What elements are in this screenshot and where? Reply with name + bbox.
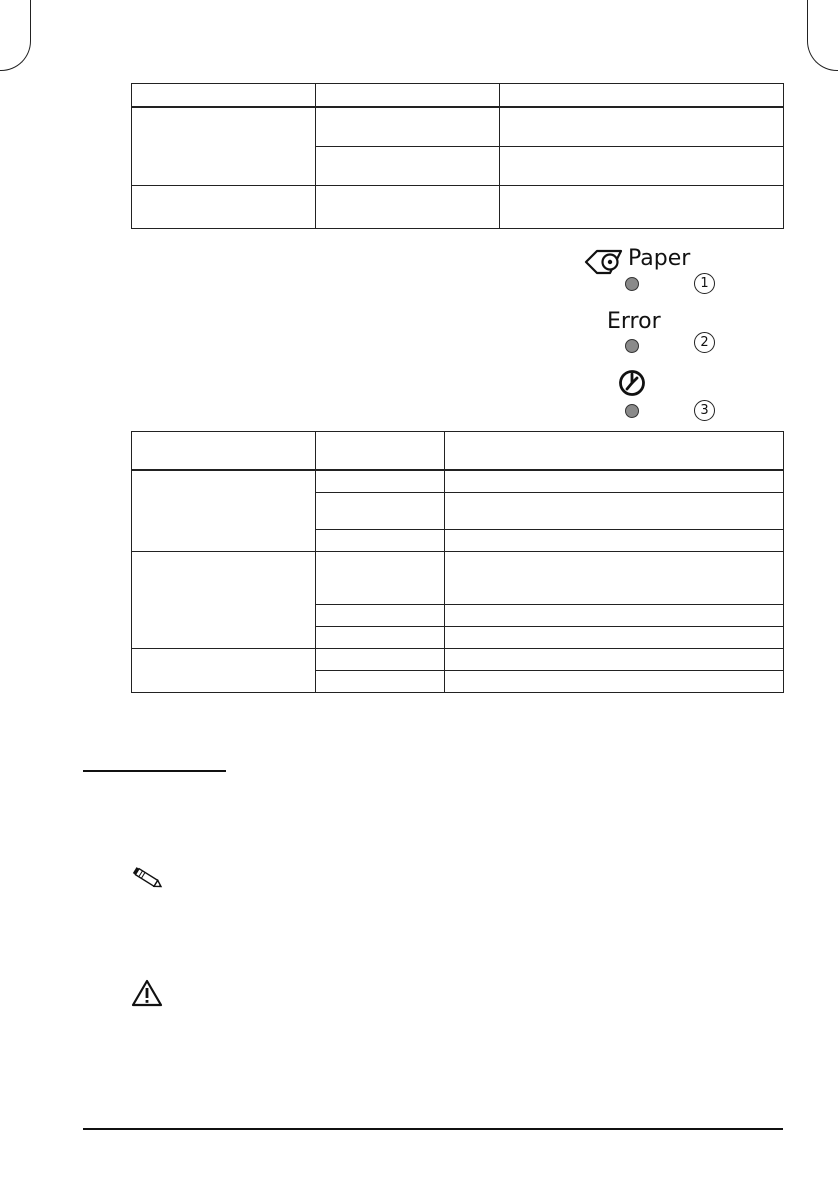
table-cell <box>445 552 784 605</box>
error-led <box>625 339 639 353</box>
table-cell <box>445 671 784 693</box>
table-row <box>132 470 784 493</box>
corner-marker-left <box>0 0 31 71</box>
callout-number-2: 2 <box>694 332 715 353</box>
table-cell <box>132 107 316 186</box>
table-cell <box>316 649 445 671</box>
table-cell <box>316 107 500 147</box>
table-cell <box>445 649 784 671</box>
table-cell <box>132 649 316 693</box>
table-cell <box>132 186 316 229</box>
footer-rule <box>83 1128 783 1130</box>
table-header-cell <box>445 432 784 471</box>
table-cell <box>445 470 784 493</box>
paper-label: Paper <box>628 246 691 271</box>
table-cell <box>132 470 316 552</box>
table-header-cell <box>316 432 445 471</box>
table-header-cell <box>132 432 316 471</box>
table-cell <box>316 605 445 627</box>
table-row <box>132 649 784 671</box>
table-cell <box>316 186 500 229</box>
table-cell <box>316 530 445 552</box>
table-cell <box>132 552 316 649</box>
table-2 <box>131 431 784 693</box>
paper-led <box>625 277 639 291</box>
callout-number-3: 3 <box>694 400 715 421</box>
callout-number-1: 1 <box>694 273 715 294</box>
table-cell <box>445 605 784 627</box>
table-cell <box>500 147 784 186</box>
table-header-cell <box>316 84 500 108</box>
paper-roll-icon <box>583 247 625 277</box>
table-cell <box>316 493 445 530</box>
table-cell <box>445 493 784 530</box>
table-header-row <box>132 84 784 108</box>
power-led <box>625 404 639 418</box>
table-cell <box>500 186 784 229</box>
table-header-row <box>132 432 784 471</box>
pencil-note-icon <box>130 866 166 892</box>
table-row <box>132 186 784 229</box>
table-cell <box>316 552 445 605</box>
table-cell <box>316 470 445 493</box>
table-row <box>132 552 784 605</box>
power-icon <box>618 369 646 397</box>
table-cell <box>500 107 784 147</box>
error-label: Error <box>607 309 661 334</box>
table-header-cell <box>132 84 316 108</box>
table-cell <box>316 627 445 649</box>
table-cell <box>445 627 784 649</box>
table-cell <box>316 671 445 693</box>
section-heading-underline <box>83 770 226 772</box>
table-1 <box>131 83 784 229</box>
table-header-cell <box>500 84 784 108</box>
table-row <box>132 107 784 147</box>
corner-marker-right <box>807 0 838 71</box>
warning-triangle-icon <box>131 979 163 1007</box>
table-cell <box>316 147 500 186</box>
table-cell <box>445 530 784 552</box>
